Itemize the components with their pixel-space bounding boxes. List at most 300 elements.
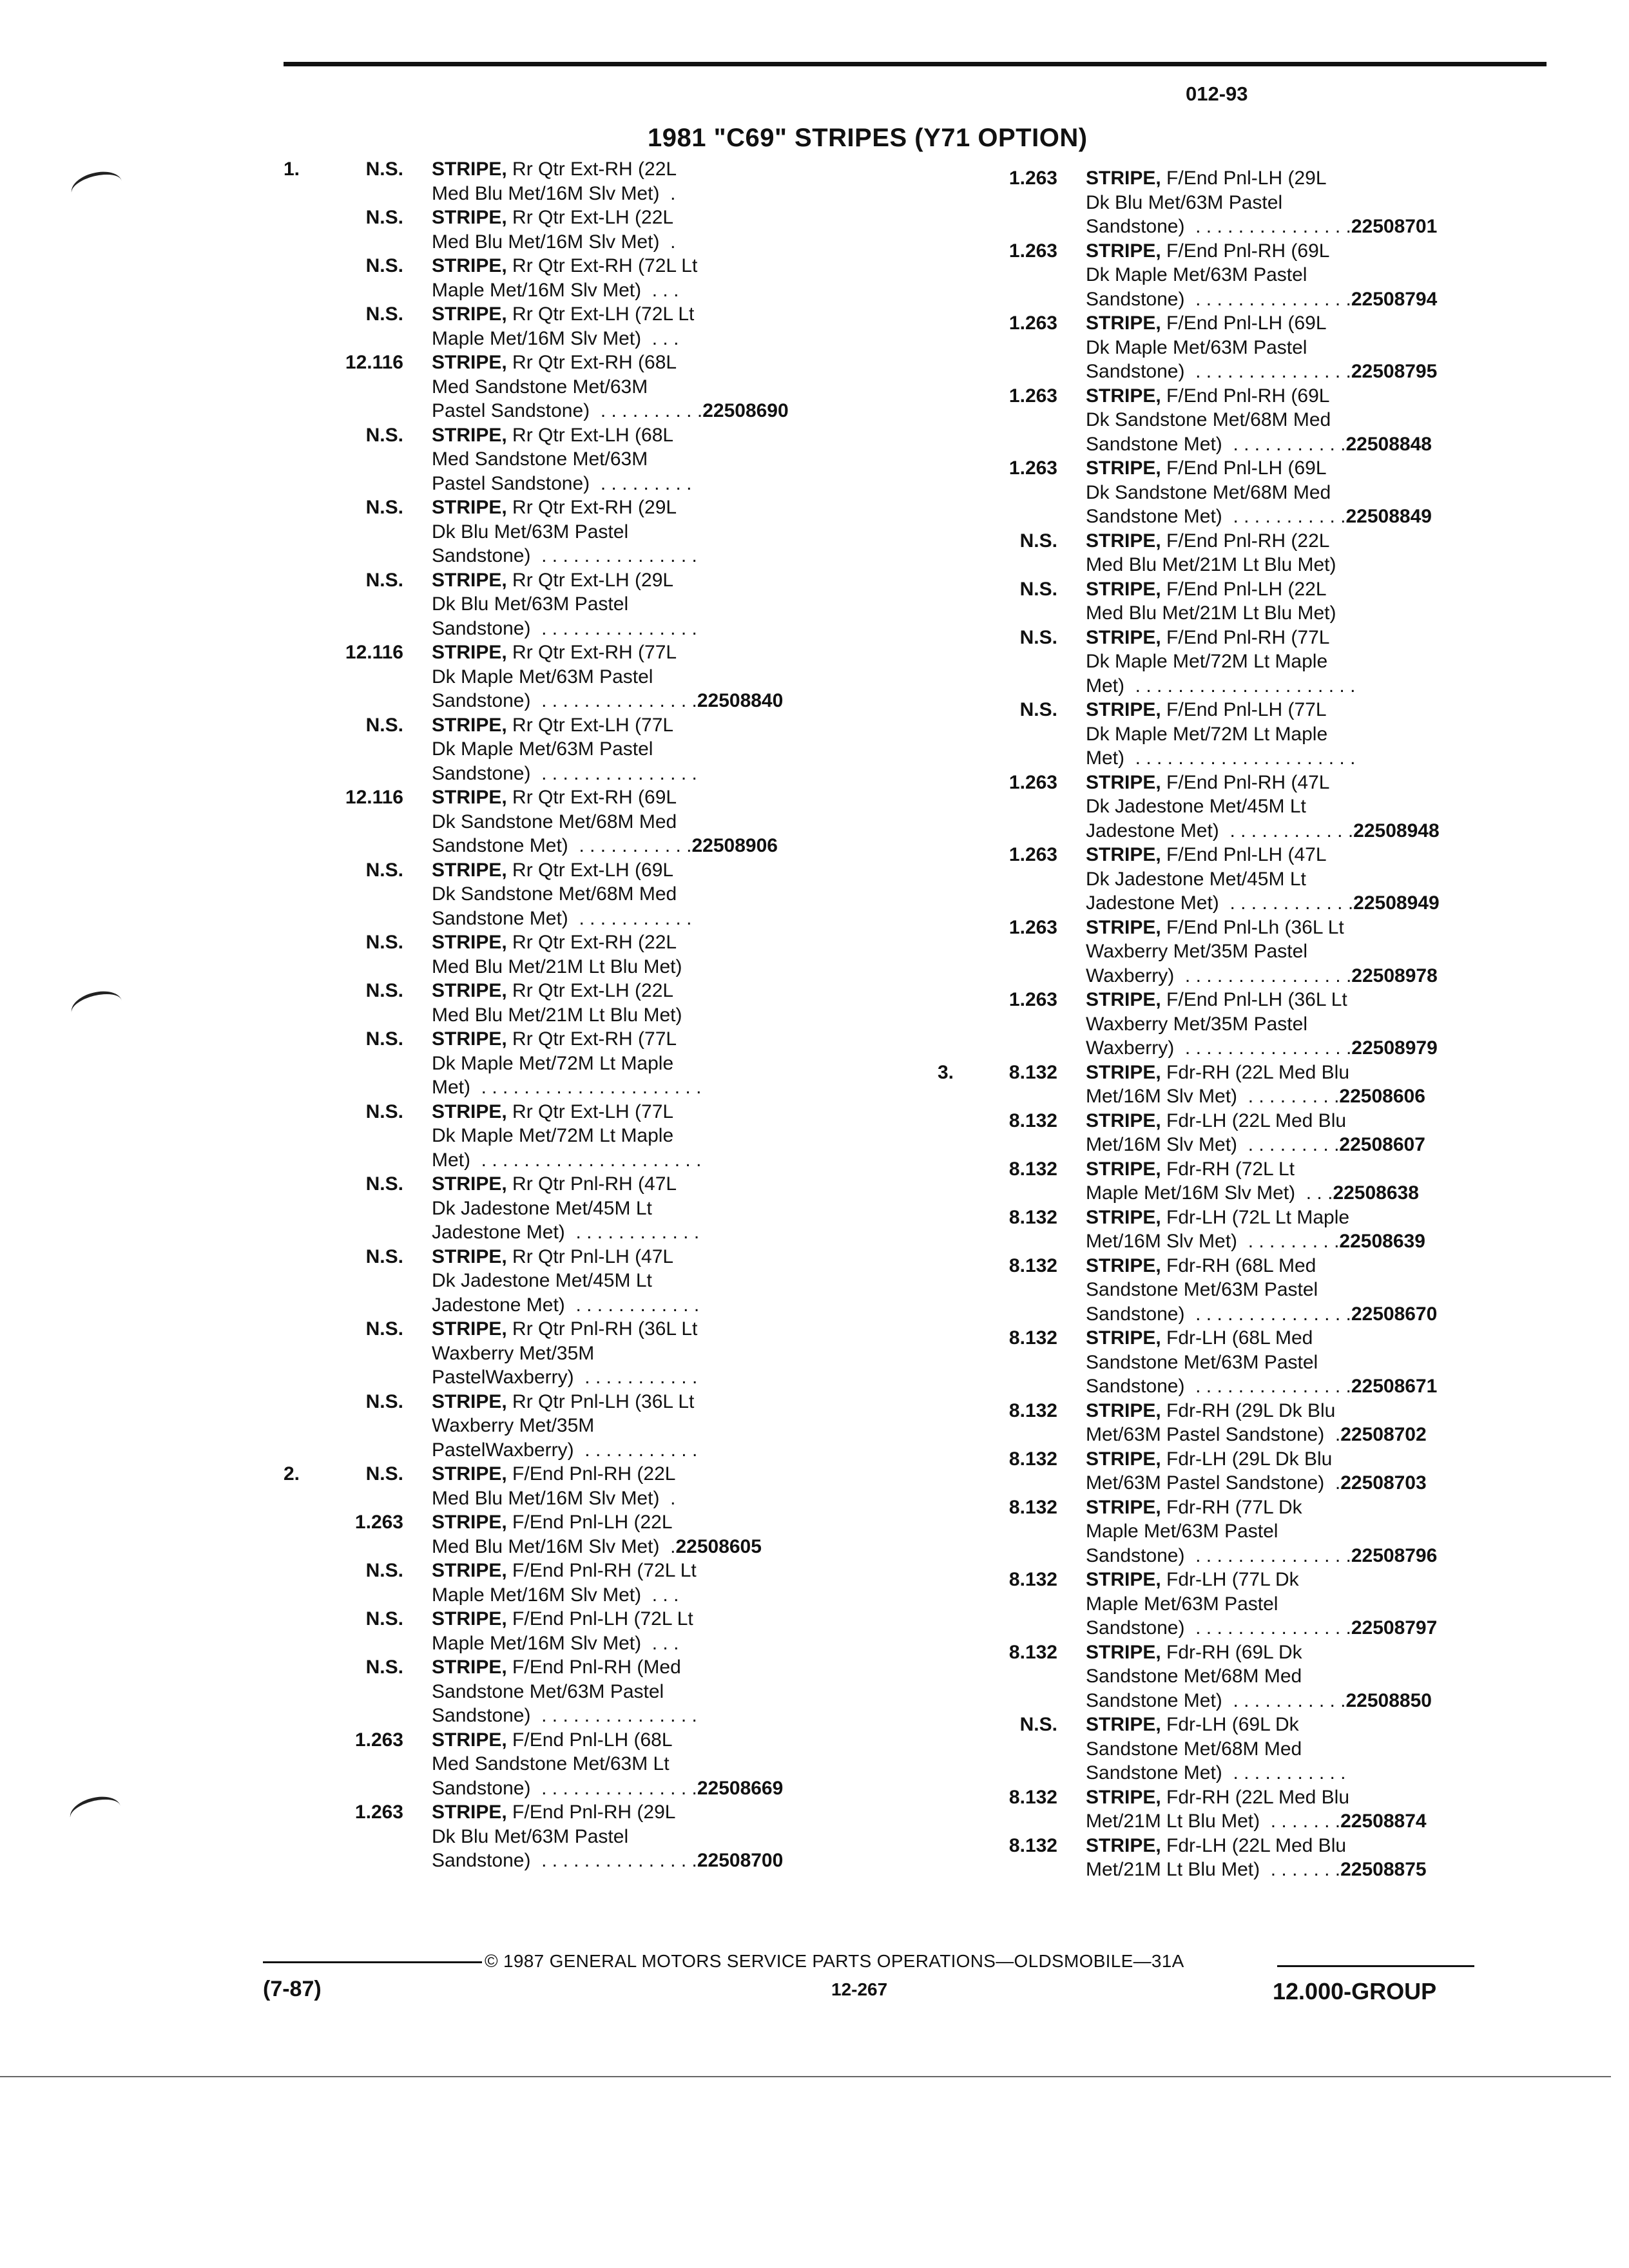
group-number: N.S. xyxy=(1019,578,1057,600)
part-description xyxy=(1086,1061,1425,1109)
part-description xyxy=(1086,1713,1346,1785)
description-text: Rr Qtr Ext-RH (22L xyxy=(512,159,677,180)
part-entry xyxy=(938,1399,1556,1447)
part-description xyxy=(432,254,697,302)
part-description xyxy=(432,713,697,786)
description-line xyxy=(432,689,783,713)
part-entry xyxy=(284,351,896,423)
group-number: 1.263 xyxy=(1008,312,1057,334)
part-description xyxy=(1086,1326,1437,1399)
description-text: Met/63M Pastel Sandstone) . xyxy=(1086,1472,1341,1494)
group-number: N.S. xyxy=(365,424,403,446)
description-line xyxy=(432,1462,675,1486)
group-number: N.S. xyxy=(365,859,403,881)
description-line xyxy=(1086,939,1438,964)
description-text: F/End Pnl-RH (69L xyxy=(1166,385,1330,407)
part-description xyxy=(432,351,789,423)
group-number: 1.263 xyxy=(1008,168,1057,189)
description-text: F/End Pnl-LH (29L xyxy=(1166,168,1327,189)
description-text: Dk Maple Met/72M Lt Maple xyxy=(1086,651,1328,672)
stripe-keyword: STRIPE, xyxy=(432,642,507,663)
description-line xyxy=(1086,1302,1437,1327)
description-line xyxy=(1086,891,1440,916)
description-line xyxy=(1086,1834,1427,1858)
description-line xyxy=(432,230,675,255)
description-line xyxy=(432,1220,699,1245)
part-number: 22508794 xyxy=(1351,288,1438,310)
description-line xyxy=(432,737,697,762)
description-line xyxy=(1086,1229,1425,1254)
description-text: Sandstone) . . . . . . . . . . . . . . . xyxy=(432,1705,697,1726)
stripe-keyword: STRIPE, xyxy=(1086,1327,1161,1349)
part-entry xyxy=(938,1640,1556,1713)
description-text: Met/21M Lt Blu Met) . . . . . . . xyxy=(1086,1859,1341,1880)
stripe-keyword: STRIPE, xyxy=(432,207,507,228)
description-line xyxy=(1086,1109,1425,1133)
part-entry xyxy=(938,1109,1556,1157)
description-text: Fdr-RH (77L Dk xyxy=(1166,1496,1302,1518)
description-line xyxy=(432,472,692,496)
description-line xyxy=(432,1172,699,1196)
description-line xyxy=(432,785,778,810)
part-entry xyxy=(938,626,1556,698)
stripe-keyword: STRIPE, xyxy=(432,1100,507,1122)
part-entry xyxy=(284,858,896,931)
description-text: Rr Qtr Pnl-LH (47L xyxy=(512,1245,674,1267)
description-line xyxy=(1086,1544,1437,1568)
part-description xyxy=(1086,311,1437,384)
description-line xyxy=(432,375,789,399)
group-number: 12.116 xyxy=(345,352,403,373)
description-text: F/End Pnl-LH (69L xyxy=(1166,312,1327,334)
stripe-keyword: STRIPE, xyxy=(1086,168,1161,189)
part-description xyxy=(1086,771,1440,843)
part-description xyxy=(432,302,694,351)
part-entry xyxy=(284,1510,896,1559)
description-text: Jadestone Met) . . . . . . . . . . . . xyxy=(1086,892,1354,914)
part-description xyxy=(432,206,675,254)
part-description xyxy=(1086,1109,1425,1157)
description-line xyxy=(432,979,682,1003)
description-text: Waxberry) . . . . . . . . . . . . . . . . xyxy=(1086,965,1352,986)
description-text: Rr Qtr Ext-RH (69L xyxy=(512,787,677,808)
group-number: N.S. xyxy=(365,1560,403,1581)
description-text: PastelWaxberry) . . . . . . . . . . . xyxy=(432,1367,698,1388)
description-text: Fdr-LH (22L Med Blu xyxy=(1166,1110,1347,1131)
stripe-keyword: STRIPE, xyxy=(1086,844,1161,865)
description-line xyxy=(1086,215,1437,239)
stripe-keyword: STRIPE, xyxy=(432,859,507,881)
part-description xyxy=(1086,1206,1425,1254)
description-line xyxy=(432,592,697,617)
stripe-keyword: STRIPE, xyxy=(1086,1110,1161,1131)
group-number: 1.263 xyxy=(354,1729,403,1751)
description-line xyxy=(1086,1737,1346,1762)
description-text: Dk Sandstone Met/68M Med xyxy=(1086,409,1331,430)
stripe-keyword: STRIPE, xyxy=(432,569,507,591)
description-text: Sandstone) . . . . . . . . . . . . . . . xyxy=(1086,1376,1351,1397)
stripe-keyword: STRIPE, xyxy=(432,714,507,736)
stripe-keyword: STRIPE, xyxy=(432,1318,507,1340)
description-text: Sandstone) . . . . . . . . . . . . . . . xyxy=(432,1850,697,1871)
description-line xyxy=(1086,1689,1432,1713)
description-text: F/End Pnl-LH (22L xyxy=(512,1512,673,1533)
description-text: Med Blu Met/16M Slv Met) . xyxy=(432,182,676,204)
description-line xyxy=(1086,1350,1437,1375)
description-text: F/End Pnl-RH (77L xyxy=(1166,626,1330,648)
description-text: Fdr-RH (72L Lt xyxy=(1166,1158,1295,1180)
part-description xyxy=(432,423,692,496)
description-text: Pastel Sandstone) . . . . . . . . . . xyxy=(432,400,703,421)
part-description xyxy=(1086,1447,1427,1495)
description-text: Med Blu Met/16M Slv Met) . xyxy=(432,231,676,253)
part-entry xyxy=(938,1713,1556,1785)
description-text: Met/16M Slv Met) . . . . . . . . . xyxy=(1086,1086,1340,1107)
part-entry xyxy=(284,979,896,1027)
description-text: Med Sandstone Met/63M xyxy=(432,448,648,470)
group-number: N.S. xyxy=(1019,530,1057,552)
description-text: Sandstone) . . . . . . . . . . . . . . . xyxy=(432,690,697,711)
part-entry xyxy=(284,1655,896,1728)
description-line xyxy=(1086,1495,1437,1520)
part-description xyxy=(432,1607,693,1655)
part-entry xyxy=(938,1254,1556,1327)
stripe-keyword: STRIPE, xyxy=(432,424,507,446)
description-text: Sandstone Met/68M Med xyxy=(1086,1738,1302,1760)
part-description xyxy=(1086,166,1437,239)
part-entry xyxy=(284,930,896,979)
description-text: Met) . . . . . . . . . . . . . . . . . . . . . xyxy=(1086,675,1356,697)
part-description xyxy=(432,157,677,206)
description-text: Fdr-RH (22L Med Blu xyxy=(1166,1061,1350,1083)
description-text: Sandstone Met/63M Pastel xyxy=(432,1680,664,1702)
stripe-keyword: STRIPE, xyxy=(1086,385,1161,407)
punch-mark xyxy=(68,986,126,1027)
part-entry xyxy=(284,157,896,206)
stripe-keyword: STRIPE, xyxy=(1086,1158,1161,1180)
group-number: N.S. xyxy=(365,1028,403,1050)
description-line xyxy=(1086,311,1437,336)
part-entry xyxy=(284,1607,896,1655)
description-line xyxy=(432,1583,697,1608)
part-entry xyxy=(938,529,1556,577)
stripe-keyword: STRIPE, xyxy=(1086,312,1161,334)
description-text: Rr Qtr Ext-RH (29L xyxy=(512,497,677,518)
description-text: Med Blu Met/21M Lt Blu Met) xyxy=(432,1004,682,1026)
description-text: Sandstone Met) . . . . . . . . . . . xyxy=(1086,433,1346,455)
description-line xyxy=(432,930,682,955)
description-line xyxy=(1086,336,1437,360)
part-entry xyxy=(284,254,896,302)
description-text: Dk Blu Met/63M Pastel xyxy=(432,521,629,543)
description-text: Med Blu Met/21M Lt Blu Met) xyxy=(432,956,682,977)
part-description xyxy=(1086,1834,1427,1882)
group-number: N.S. xyxy=(365,255,403,276)
description-text: Fdr-RH (22L Med Blu xyxy=(1166,1786,1350,1808)
description-line xyxy=(432,1535,762,1559)
part-description xyxy=(432,1027,701,1100)
description-text: Met) . . . . . . . . . . . . . . . . . . . . . xyxy=(432,1077,702,1098)
description-line xyxy=(1086,746,1355,771)
stripe-keyword: STRIPE, xyxy=(1086,916,1161,938)
description-line xyxy=(1086,988,1438,1012)
part-description xyxy=(432,1317,697,1390)
stripe-keyword: STRIPE, xyxy=(1086,578,1161,600)
group-number: N.S. xyxy=(365,1100,403,1122)
group-number: 1.263 xyxy=(1008,457,1057,479)
punch-mark xyxy=(67,1792,124,1832)
description-text: Fdr-LH (69L Dk xyxy=(1166,1714,1299,1735)
description-text: F/End Pnl-RH (69L xyxy=(1166,240,1330,262)
part-number: 22508849 xyxy=(1345,506,1432,527)
part-number: 22508605 xyxy=(675,1535,762,1557)
description-line xyxy=(1086,1278,1437,1302)
description-line xyxy=(1086,166,1437,191)
description-text: Maple Met/16M Slv Met) . . . xyxy=(432,1584,679,1606)
part-description xyxy=(1086,1568,1437,1640)
part-entry xyxy=(284,1027,896,1100)
description-text: Dk Blu Met/63M Pastel xyxy=(432,1825,629,1847)
description-line xyxy=(432,1607,693,1631)
description-line xyxy=(432,1245,699,1269)
part-description xyxy=(432,1462,675,1510)
group-number: 8.132 xyxy=(1008,1399,1057,1421)
description-line xyxy=(432,1849,783,1873)
stripe-keyword: STRIPE, xyxy=(432,1729,507,1751)
description-line xyxy=(432,520,697,544)
description-text: Waxberry Met/35M Pastel xyxy=(1086,941,1307,962)
part-description xyxy=(1086,1157,1419,1206)
description-line xyxy=(432,157,677,182)
description-line xyxy=(1086,1519,1437,1544)
description-line xyxy=(1086,1423,1427,1447)
part-entry xyxy=(938,988,1556,1061)
description-line xyxy=(1086,1664,1432,1689)
description-line xyxy=(432,1341,697,1366)
part-description xyxy=(1086,1640,1432,1713)
part-entry xyxy=(284,1172,896,1245)
stripe-keyword: STRIPE, xyxy=(432,1463,507,1485)
group-number: 8.132 xyxy=(1008,1496,1057,1518)
part-entry xyxy=(284,1559,896,1607)
description-line xyxy=(1086,794,1440,819)
stripe-keyword: STRIPE, xyxy=(1086,1834,1161,1856)
description-line xyxy=(1086,1713,1346,1737)
description-line xyxy=(1086,1447,1427,1472)
description-line xyxy=(1086,1326,1437,1350)
group-number: 1.263 xyxy=(1008,240,1057,262)
group-number: 12.116 xyxy=(345,787,403,808)
part-number: 22508848 xyxy=(1345,433,1432,455)
part-entry xyxy=(284,1728,896,1801)
description-line xyxy=(1086,1012,1438,1037)
description-text: Waxberry) . . . . . . . . . . . . . . . . xyxy=(1086,1037,1352,1059)
description-text: Sandstone) . . . . . . . . . . . . . . . xyxy=(1086,361,1351,382)
part-entry xyxy=(284,1100,896,1173)
group-number: 8.132 xyxy=(1008,1158,1057,1180)
stripe-keyword: STRIPE, xyxy=(432,787,507,808)
description-line xyxy=(432,1438,697,1463)
description-line xyxy=(1086,649,1355,674)
stripe-keyword: STRIPE, xyxy=(432,1173,507,1195)
part-description xyxy=(432,979,682,1027)
part-entry xyxy=(284,206,896,254)
description-text: F/End Pnl-LH (36L Lt xyxy=(1166,989,1347,1010)
description-text: Dk Jadestone Met/45M Lt xyxy=(1086,868,1306,890)
page-title: 1981 "C69" STRIPES (Y71 OPTION) xyxy=(648,124,1088,152)
group-number: 1.263 xyxy=(1008,989,1057,1010)
description-text: Maple Met/63M Pastel xyxy=(1086,1593,1278,1615)
description-line xyxy=(432,810,778,834)
description-text: Sandstone Met) . . . . . . . . . . . xyxy=(432,907,692,929)
description-text: Dk Jadestone Met/45M Lt xyxy=(432,1270,652,1291)
description-text: Sandstone Met) . . . . . . . . . . . xyxy=(1086,506,1346,527)
part-number: 22508703 xyxy=(1340,1472,1427,1494)
stripe-keyword: STRIPE, xyxy=(432,352,507,373)
group-number: 1.263 xyxy=(1008,844,1057,865)
description-text: Dk Sandstone Met/68M Med xyxy=(1086,481,1331,503)
footer-rule-left xyxy=(263,1961,482,1963)
description-line xyxy=(432,1728,783,1753)
description-line xyxy=(432,1124,701,1148)
stripe-keyword: STRIPE, xyxy=(1086,1496,1161,1518)
description-line xyxy=(432,713,697,738)
description-text: Fdr-LH (29L Dk Blu xyxy=(1166,1448,1333,1470)
part-number: 22508669 xyxy=(697,1777,784,1799)
group-number: 1.263 xyxy=(354,1802,403,1823)
description-text: Sandstone Met) . . . . . . . . . . . xyxy=(432,835,692,856)
group-number: 8.132 xyxy=(1008,1834,1057,1856)
description-line xyxy=(1086,1399,1427,1423)
description-line xyxy=(1086,819,1440,843)
punch-mark xyxy=(68,167,126,207)
description-line xyxy=(1086,1181,1419,1206)
description-line xyxy=(1086,698,1355,722)
part-number: 22508978 xyxy=(1351,965,1438,986)
description-line xyxy=(1086,1858,1427,1882)
part-number: 22508670 xyxy=(1351,1303,1438,1325)
group-number: 12.116 xyxy=(345,642,403,663)
description-text: Dk Blu Met/63M Pastel xyxy=(432,593,629,615)
part-number: 22508948 xyxy=(1353,820,1440,841)
group-number: 8.132 xyxy=(1008,1448,1057,1470)
part-description xyxy=(432,640,783,713)
group-number: N.S. xyxy=(365,1173,403,1195)
part-entry xyxy=(284,568,896,641)
group-number: N.S. xyxy=(365,1318,403,1340)
group-number: N.S. xyxy=(365,1657,403,1678)
description-text: Rr Qtr Ext-LH (68L xyxy=(512,424,674,446)
stripe-keyword: STRIPE, xyxy=(432,1245,507,1267)
part-number: 22508840 xyxy=(697,690,784,711)
description-text: Rr Qtr Ext-RH (72L Lt xyxy=(512,255,698,276)
part-entry xyxy=(938,843,1556,916)
part-entry xyxy=(938,1568,1556,1640)
description-text: F/End Pnl-RH (47L xyxy=(1166,771,1330,793)
description-text: Fdr-RH (29L Dk Blu xyxy=(1166,1399,1336,1421)
description-text: Jadestone Met) . . . . . . . . . . . . xyxy=(432,1222,700,1243)
description-text: F/End Pnl-RH (72L Lt xyxy=(512,1560,697,1581)
description-text: Sandstone) . . . . . . . . . . . . . . . xyxy=(1086,288,1351,310)
description-line xyxy=(1086,263,1437,287)
part-description xyxy=(432,1390,697,1463)
stripe-keyword: STRIPE, xyxy=(432,497,507,518)
stripe-keyword: STRIPE, xyxy=(432,980,507,1001)
right-parts-column xyxy=(938,166,1556,1882)
description-text: Sandstone) . . . . . . . . . . . . . . . xyxy=(1086,1544,1351,1566)
description-line xyxy=(432,834,778,858)
stripe-keyword: STRIPE, xyxy=(1086,240,1161,262)
part-description xyxy=(1086,577,1336,626)
part-entry xyxy=(284,640,896,713)
stripe-keyword: STRIPE, xyxy=(1086,1399,1161,1421)
description-line xyxy=(432,1317,697,1341)
part-number: 22508795 xyxy=(1351,361,1438,382)
page-ref-code: 012-93 xyxy=(1186,82,1248,105)
group-number: 8.132 xyxy=(1008,1327,1057,1349)
description-text: Rr Qtr Ext-LH (29L xyxy=(512,569,674,591)
description-text: Rr Qtr Ext-RH (68L xyxy=(512,352,677,373)
part-number: 22508979 xyxy=(1351,1037,1438,1059)
stripe-keyword: STRIPE, xyxy=(1086,1714,1161,1735)
description-text: F/End Pnl-LH (47L xyxy=(1166,844,1327,865)
description-text: Rr Qtr Ext-RH (22L xyxy=(512,932,677,953)
description-text: Waxberry Met/35M xyxy=(432,1415,595,1436)
description-text: Rr Qtr Ext-LH (22L xyxy=(512,207,674,228)
description-text: Sandstone) . . . . . . . . . . . . . . . xyxy=(1086,1617,1351,1639)
group-number: 1.263 xyxy=(1008,385,1057,407)
part-description xyxy=(432,785,778,858)
description-line xyxy=(1086,432,1432,457)
description-line xyxy=(432,544,697,568)
part-number: 22508701 xyxy=(1351,216,1438,237)
group-number: N.S. xyxy=(1019,1714,1057,1735)
part-description xyxy=(1086,1495,1437,1568)
description-text: Sandstone Met/63M Pastel xyxy=(1086,1351,1318,1373)
part-entry xyxy=(938,1495,1556,1568)
part-entry xyxy=(284,423,896,496)
description-line xyxy=(432,1196,699,1221)
part-entry xyxy=(938,1326,1556,1399)
description-text: Fdr-LH (72L Lt Maple xyxy=(1166,1206,1350,1228)
stripe-keyword: STRIPE, xyxy=(1086,989,1161,1010)
description-line xyxy=(432,399,789,423)
description-line xyxy=(1086,191,1437,215)
part-number: 22508797 xyxy=(1351,1617,1438,1639)
part-entry xyxy=(938,1785,1556,1834)
description-line xyxy=(432,1825,783,1849)
description-text: Med Blu Met/21M Lt Blu Met) xyxy=(1086,554,1336,575)
stripe-keyword: STRIPE, xyxy=(1086,699,1161,720)
group-number: N.S. xyxy=(365,497,403,518)
group-number: 1.263 xyxy=(1008,771,1057,793)
part-number: 22508700 xyxy=(697,1850,784,1871)
stripe-keyword: STRIPE, xyxy=(1086,530,1161,552)
description-text: Rr Qtr Ext-LH (72L Lt xyxy=(512,303,695,325)
description-text: Med Blu Met/16M Slv Met) . xyxy=(432,1535,676,1557)
description-line xyxy=(432,327,694,351)
description-text: Met/21M Lt Blu Met) . . . . . . . xyxy=(1086,1811,1341,1832)
description-line xyxy=(432,1680,697,1704)
part-number: 22508949 xyxy=(1353,892,1440,914)
part-description xyxy=(432,1728,783,1801)
stripe-keyword: STRIPE, xyxy=(1086,1569,1161,1590)
description-line xyxy=(432,254,697,278)
description-line xyxy=(1086,239,1437,264)
group-number: N.S. xyxy=(365,980,403,1001)
description-line xyxy=(432,447,692,472)
bottom-rule xyxy=(0,2076,1611,2077)
